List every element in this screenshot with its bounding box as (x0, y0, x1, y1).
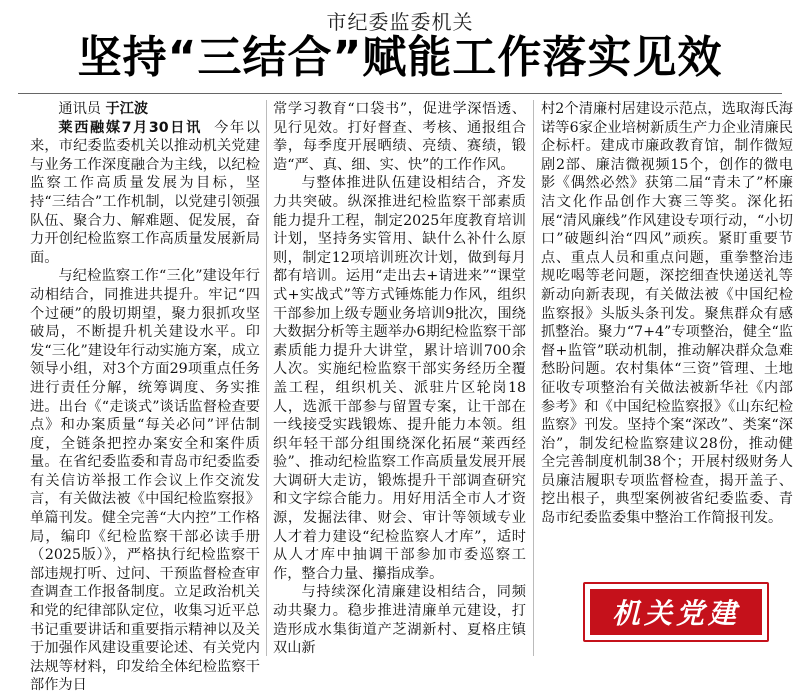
column-divider (533, 100, 534, 656)
paragraph: 村2个清廉村居建设示范点，选取海氏海诺等6家企业培树新质生产力企业清廉民企标杆。建成市廉政教育馆，制作微短剧2部、廉洁微视频15个，创作的微电影《偶然必然》获第二届“青未了”杯廉洁文化作品创作大赛三等奖。深化拓展“清风廉线”作风建设专项行动，“小切口”破题纠治“四风”顽疾。紧盯重要节点、重点人员和重点问题，重拳整治违规吃喝等老问题，深挖细查快递送礼等新动向新表现，有关做法被《中国纪检监察报》头版头条刊发。聚焦群众有感抓整治。聚力“7+4”专项整治，健全“监督+监管”联动机制，推动解决群众急难愁盼问题。农村集体“三资”管理、土地征收专项整治有关做法被新华社《内部参考》和《中国纪检监察报》《山东纪检监察》刊发。坚持个案“深改”、类案“深治”，制发纪检监察建议28份，推动健全完善制度机制38个；开展村级财务人员廉洁履职专项监督检查，揭开盖子、挖出根子，典型案例被省纪委监委、青岛市纪委监委集中整治工作简报刊发。 (541, 101, 793, 527)
article-kicker: 市纪委监委机关 (326, 10, 474, 34)
paragraph (30, 119, 260, 268)
article-column-1 (30, 100, 260, 694)
byline-name: 于江波 (105, 101, 149, 117)
article-column-2 (273, 100, 526, 656)
byline (30, 100, 260, 119)
paragraph: 常学习教育“口袋书”，促进学深悟透、见行见效。打好督查、考核、通报组合拳，每季度开展晒绩、亮绩、赛绩，锻造“严、真、细、实、快”的工作作风。 (273, 101, 526, 173)
column-stamp (583, 582, 769, 642)
column-divider (266, 100, 267, 656)
paragraph-text: 今年以来，市纪委监委机关以推动机关党建与业务工作深度融合为主线，以纪检监察工作高质量发展为目标，坚持“三结合”工作机制，以党建引领强队伍、聚合力、解难题、促发展，奋力开创纪检监察工作高质量发展新局面。 (30, 119, 260, 266)
paragraph: 与纪检监察工作“三化”建设年行动相结合，同推进共提升。牢记“四个过硬”的殷切期望，聚力狠抓攻坚破局，不断提升机关建设水平。印发“三化”建设年行动实施方案，成立领导小组，对3个方面29项重点任务进行责任分解，统筹调度、务实推进。出台《“走谈式”谈话监督检查要点》和办案质量“每关必问”评估制度，全链条把控办案安全和案件质量。在省纪委监委和青岛市纪委监委有关信访举报工作会议上作交流发言，有关做法被《中国纪检监察报》单篇刊发。健全完善“大内控”工作格局，编印《纪检监察干部必读手册（2025版）》，严格执行纪检监察干部违规打听、过问、干预监督检查审查调查工作报备制度。立足政治机关和党的纪律部队定位，收集习近平总书记重要讲话和重要指示精神以及关于加强作风建设重要论述、有关党内法规等材料，印发给全体纪检监察干部作为日 (30, 268, 260, 694)
paragraph: 与整体推进队伍建设相结合，齐发力共突破。纵深推进纪检监察干部素质能力提升工程，制定2025年度教育培训计划，坚持务实管用、缺什么补什么原则，制定12项培训班次计划，做到每月都有培训。运用“走出去+请进来”“课堂式+实战式”等方式锤炼能力作风，组织干部参加上级专题业务培训9批次，围绕大数据分析等主题举办6期纪检监察干部素质能力提升大讲堂，累计培训700余人次。实施纪检监察干部实务经历全覆盖工程，组织机关、派驻片区轮岗18人，选派干部参与留置专案，让干部在一线接受实践锻炼、提升能力本领。组织年轻干部分组围绕深化拓展“莱西经验”、推动纪检监察工作高质量发展开展大调研大走访，锻炼提升干部调查研究和文字综合能力。用好用活全市人才资源，发掘法律、财会、审计等领域专业人才着力建设“纪检监察人才库”，适时从人才库中抽调干部参加市委巡察工作，整合力量、攥指成拳。 (273, 175, 526, 582)
article-column-3 (541, 100, 793, 656)
column-body (541, 100, 793, 590)
column-stamp-label: 机关党建 (590, 589, 762, 635)
article-headline: 坚持“三结合”赋能工作落实见效 (77, 32, 723, 83)
paragraph: 与持续深化清廉建设相结合，同频动共聚力。稳步推进清廉单元建设，打造形成水集街道产芝湖新村、夏格庄镇双山新 (273, 584, 526, 657)
header-divider (18, 93, 782, 94)
dateline: 莱西融媒7月30日讯 (58, 119, 202, 136)
byline-role: 通讯员 (58, 101, 101, 117)
